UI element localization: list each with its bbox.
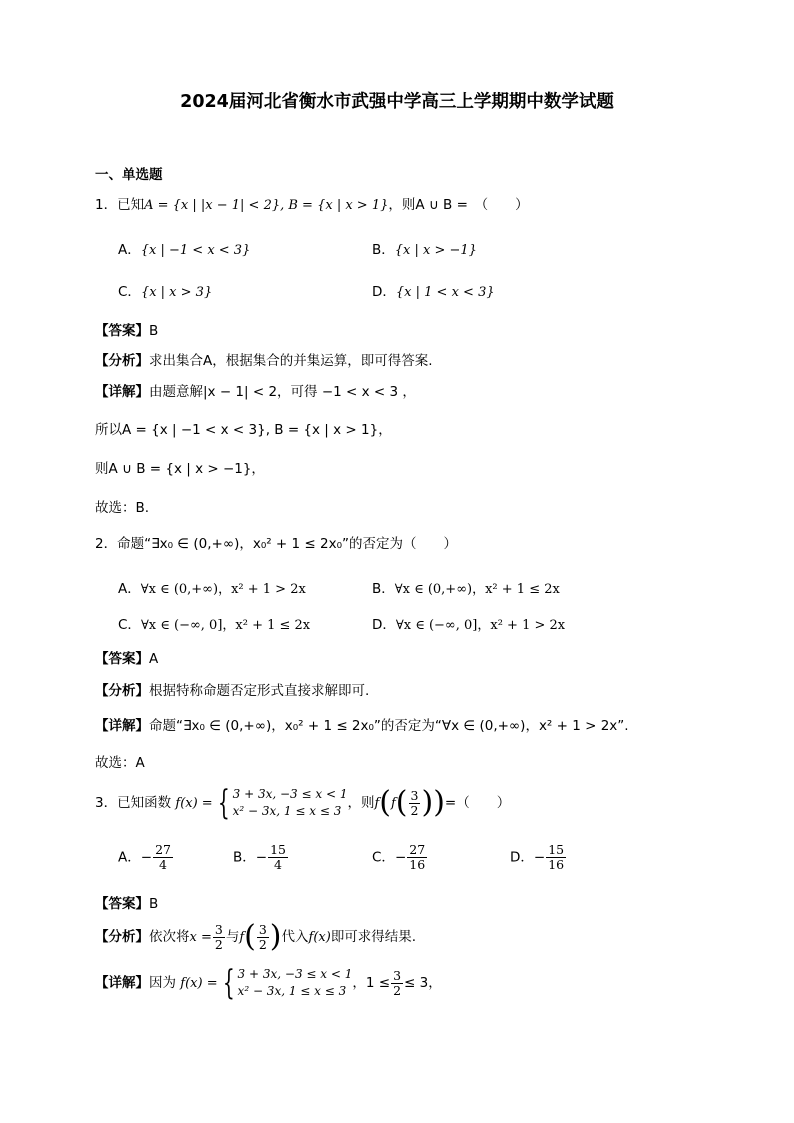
question-3-stem: 3．已知函数 f(x) = { 3 + 3x, −3 ≤ x < 1 x² − 3x, 1 ≤ x ≤ 3 ，则f(f( $\frac{3}{2}$ ))=（ ） — [95, 783, 511, 823]
piecewise-function: { 3 + 3x, −3 ≤ x < 1 x² − 3x, 1 ≤ x ≤ 3 — [222, 963, 353, 1003]
option-c[interactable]: C．∀x ∈ (−∞, 0]，x² + 1 ≤ 2x — [118, 617, 311, 633]
option-d[interactable]: D．{x | 1 < x < 3} — [372, 284, 495, 300]
option-b[interactable]: B．∀x ∈ (0,+∞)，x² + 1 ≤ 2x — [372, 581, 560, 597]
detail-line: 【详解】由题意解|x − 1| < 2，可得 −1 < x < 3 ， — [95, 384, 416, 400]
analysis-line: 【分析】求出集合A，根据集合的并集运算，即可得答案. — [95, 353, 433, 369]
question-2-stem: 2．命题“∃x₀ ∈ (0,+∞)，x₀² + 1 ≤ 2x₀”的否定为（ ） — [95, 536, 458, 552]
option-d-value: {x | 1 < x < 3} — [395, 285, 495, 300]
piecewise-function: { 3 + 3x, −3 ≤ x < 1 x² − 3x, 1 ≤ x ≤ 3 — [217, 783, 348, 823]
choose-line: 故选：A — [95, 755, 145, 771]
answer-line: 【答案】A — [95, 651, 159, 667]
question-1-stem — [95, 193, 529, 213]
option-c[interactable]: C．− $\frac{27}{16}$ — [372, 842, 426, 872]
answer-value: B — [149, 323, 159, 339]
option-d-value: ∀x ∈ (−∞, 0]，x² + 1 > 2x — [395, 618, 566, 633]
option-b[interactable]: B．{x | x > −1} — [372, 242, 477, 258]
option-c-value: ∀x ∈ (−∞, 0]，x² + 1 ≤ 2x — [140, 618, 311, 633]
option-a[interactable]: A．∀x ∈ (0,+∞)，x² + 1 > 2x — [118, 581, 306, 597]
answer-line: 【答案】B — [95, 896, 159, 912]
document-title: 2024届河北省衡水市武强中学高三上学期期中数学试题 — [180, 92, 614, 112]
fraction: $\frac{3}{2}$ — [410, 787, 419, 818]
option-b[interactable]: B．− $\frac{15}{4}$ — [233, 842, 286, 872]
choose-line: 故选：B. — [95, 500, 150, 516]
option-a-value: ∀x ∈ (0,+∞)，x² + 1 > 2x — [140, 582, 306, 597]
option-b-value: ∀x ∈ (0,+∞)，x² + 1 ≤ 2x — [394, 582, 560, 597]
option-a-value: {x | −1 < x < 3} — [140, 243, 251, 258]
analysis-line: 【分析】根据特称命题否定形式直接求解即可. — [95, 683, 370, 699]
option-c[interactable]: C．{x | x > 3} — [118, 284, 213, 300]
detail-line: 【详解】因为 f(x) = { 3 + 3x, −3 ≤ x < 1 x² − 3x, 1 ≤ x ≤ 3 ，1 ≤ $\frac{3}{2}$ ≤ 3， — [95, 963, 442, 1003]
answer-line: 【答案】B — [95, 323, 159, 339]
stem-math: A = {x | |x − 1| < 2}, B = {x | x > 1} — [144, 198, 389, 213]
option-d[interactable]: D．− $\frac{15}{16}$ — [510, 842, 565, 872]
question-number: 1． — [95, 197, 118, 213]
detail-line-3: 则A ∪ B = {x | x > −1}， — [95, 461, 265, 477]
option-b-value: {x | x > −1} — [394, 243, 477, 258]
answer-value: B — [149, 896, 159, 912]
option-c-value: {x | x > 3} — [140, 285, 213, 300]
option-d[interactable]: D．∀x ∈ (−∞, 0]，x² + 1 > 2x — [372, 617, 566, 633]
detail-line: 【详解】命题“∃x₀ ∈ (0,+∞)，x₀² + 1 ≤ 2x₀”的否定为“∀x ∈ (0,+∞)，x² + 1 > 2x”. — [95, 718, 629, 734]
question-number: 2． — [95, 536, 118, 552]
detail-line-2: 所以A = {x | −1 < x < 3}, B = {x | x > 1}， — [95, 422, 392, 438]
option-a[interactable]: A．− $\frac{27}{4}$ — [118, 842, 171, 872]
stem-suffix: ，则A ∪ B = （ ） — [388, 197, 529, 213]
answer-value: A — [149, 651, 159, 667]
option-a[interactable]: A．{x | −1 < x < 3} — [118, 242, 251, 258]
stem-text: 已知 — [117, 197, 145, 213]
question-number: 3． — [95, 795, 118, 811]
section-heading: 一、单选题 — [95, 167, 163, 183]
analysis-line: 【分析】依次将x = $\frac{3}{2}$ 与f( $\frac{3}{2}$ )代入f(x)即可求得结果. — [95, 919, 417, 954]
